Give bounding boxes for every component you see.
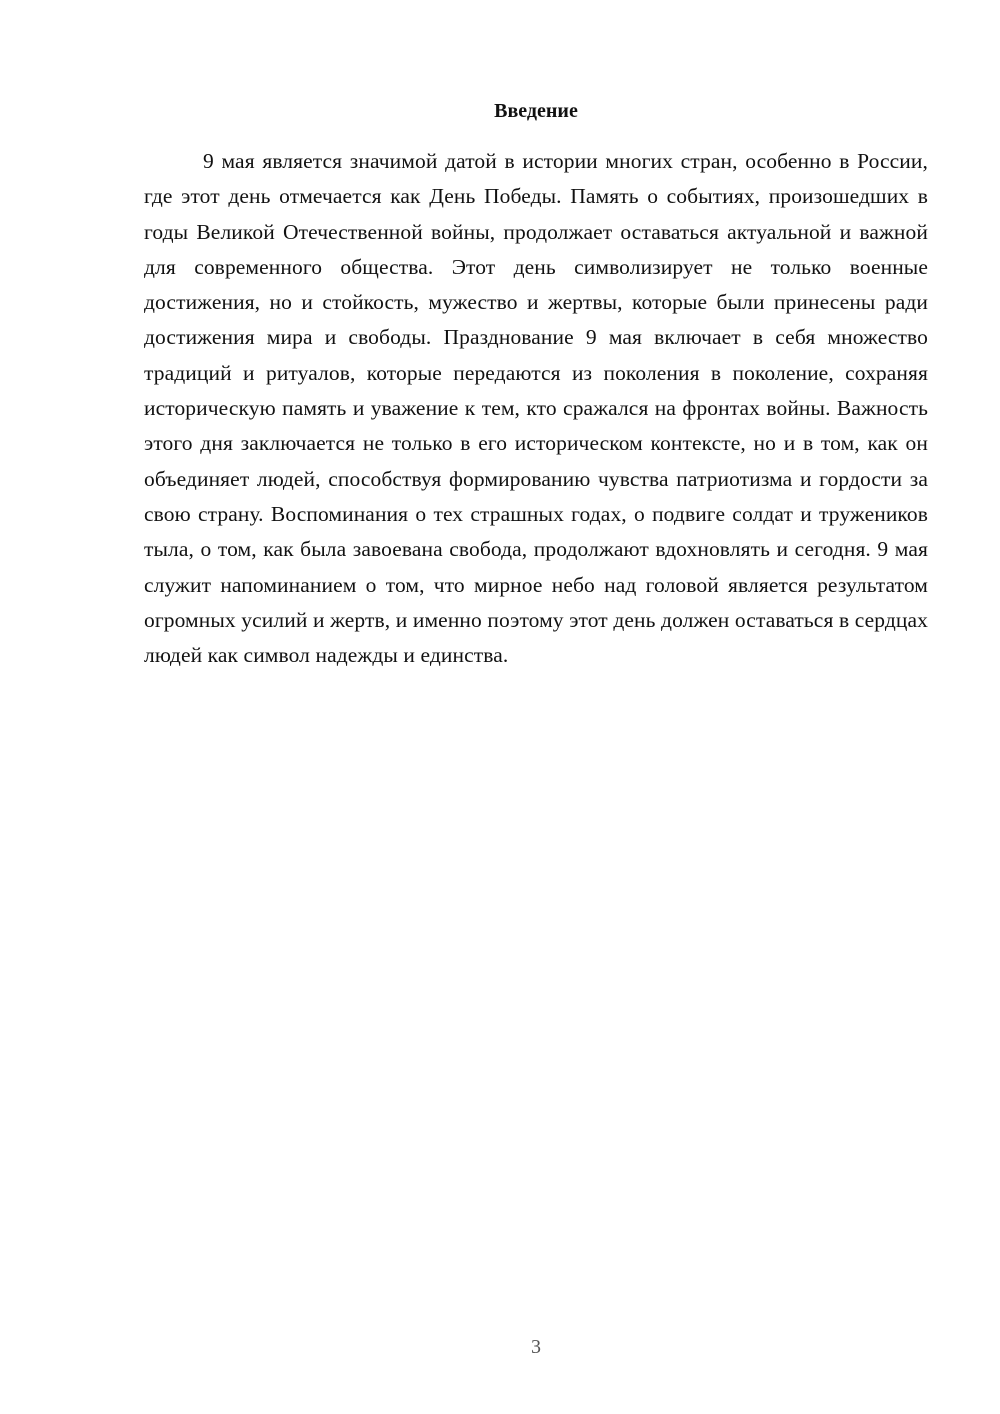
body-paragraph: 9 мая является значимой датой в истории многих стран, особенно в России, где этот день отмечается как День Победы. Память о событиях, произошедших в годы Великой Отечественной войны, продолжает оставаться актуальной и важной для современного общества. Этот день символизирует не только военные достижения, но и стойкость, мужество и жертвы, которые были принесены ради достижения мира и свободы. Празднование 9 мая включает в себя множество традиций и ритуалов, которые передаются из поколения в поколение, сохраняя историческую память и уважение к тем, кто сражался на фронтах войны. Важность этого дня заключается не только в его историческом контексте, но и в том, как он объединяет людей, способствуя формированию чувства патриотизма и гордости за свою страну. Воспоминания о тех страшных годах, о подвиге солдат и тружеников тыла, о том, как была завоевана свобода, продолжают вдохновлять и сегодня. 9 мая служит напоминанием о том, что мирное небо над головой является результатом огромных усилий и жертв, и именно поэтому этот день должен оставаться в сердцах людей как символ надежды и единства. bbox=[144, 149, 928, 668]
page-number: 3 bbox=[531, 1336, 541, 1358]
section-title: Введение bbox=[494, 100, 578, 122]
